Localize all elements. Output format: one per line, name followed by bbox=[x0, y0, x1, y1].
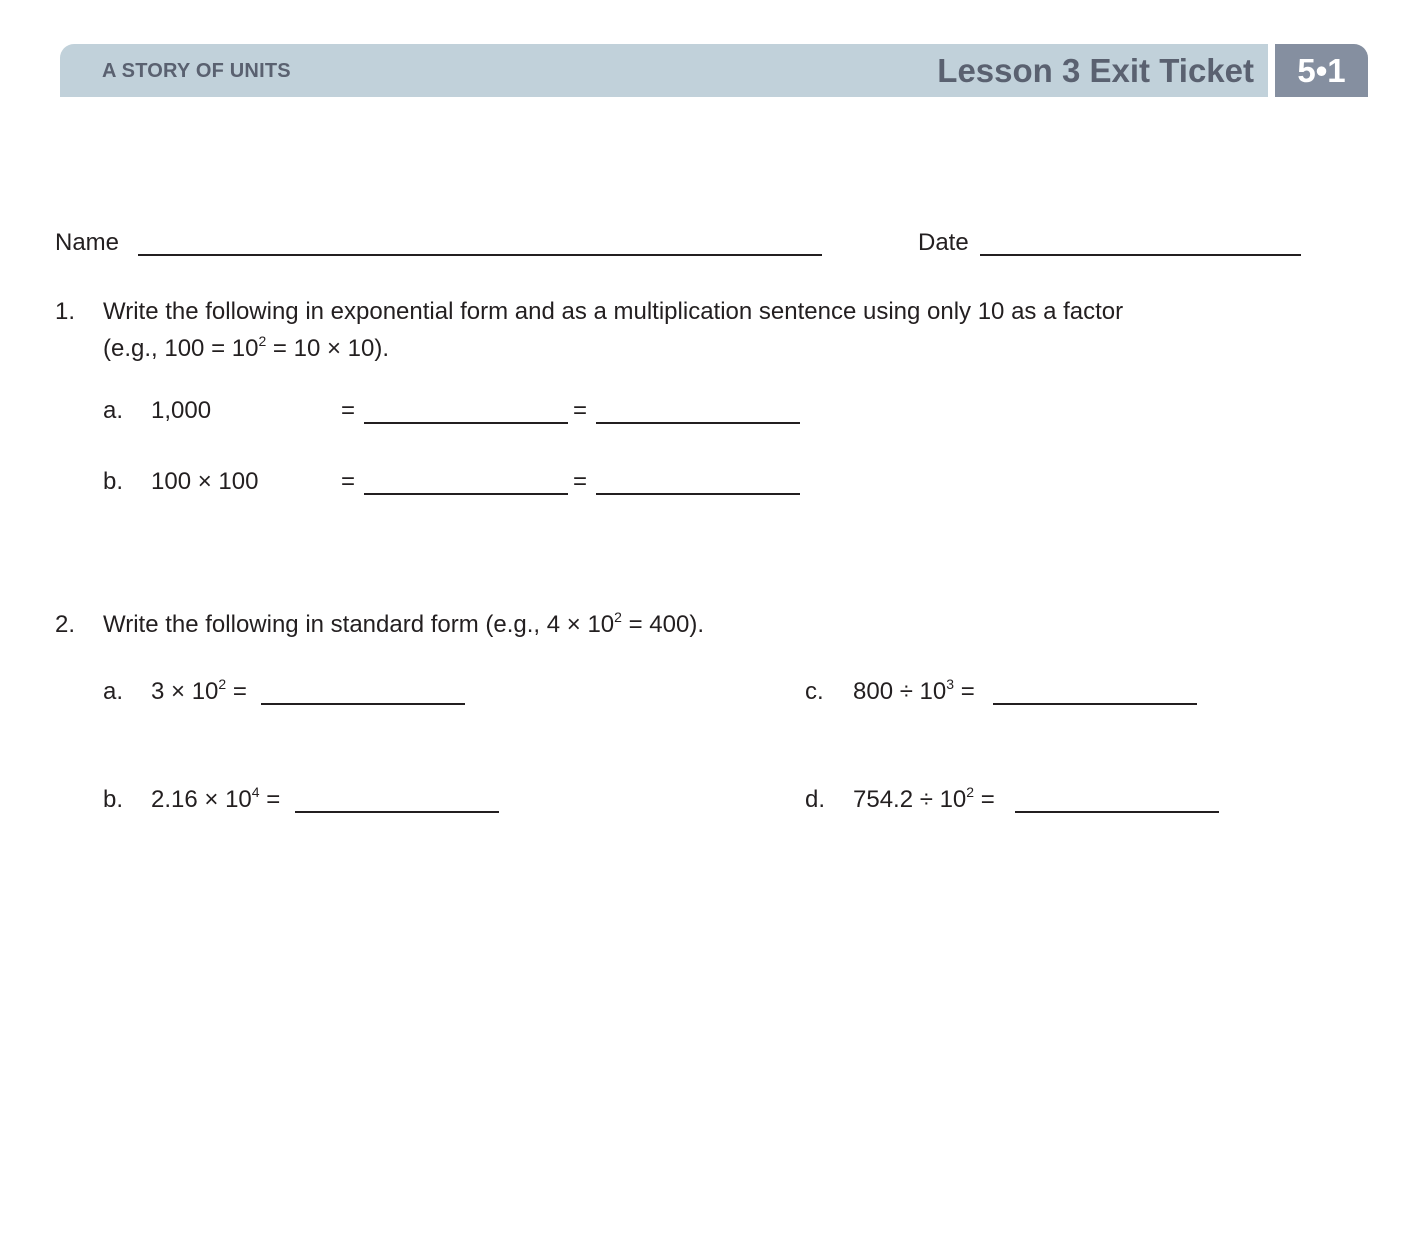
question-1-example: (e.g., $100 = 10^2 = 10 \times 10$). bbox=[103, 333, 390, 362]
q1b-letter: b. bbox=[103, 468, 124, 495]
name-label: Name bbox=[55, 229, 120, 256]
q1b-equals-1: = bbox=[341, 468, 356, 495]
series-title: A STORY OF UNITS bbox=[102, 60, 291, 82]
q1a-answer-exponential[interactable] bbox=[364, 422, 568, 424]
question-2-prompt: Write the following in standard form (e.g., $4 \times 10^2 = 400$). bbox=[103, 609, 705, 638]
q1b-answer-exponential[interactable] bbox=[364, 493, 568, 495]
q2a-expression: $3 \times 10^2$ = bbox=[151, 676, 247, 705]
name-field[interactable] bbox=[138, 254, 822, 256]
q2c-letter: c. bbox=[805, 678, 824, 705]
q1a-expression: 1,000 bbox=[151, 397, 212, 424]
q1a-equals-2: = bbox=[573, 397, 588, 424]
q2a-letter: a. bbox=[103, 678, 124, 705]
lesson-title: Lesson 3 Exit Ticket bbox=[937, 52, 1254, 89]
q2b-expression: $2.16 \times 10^4$ = bbox=[151, 784, 281, 813]
q2a-answer[interactable] bbox=[261, 703, 465, 705]
question-2-number: 2. bbox=[55, 611, 76, 638]
module-badge: 5•1 bbox=[1275, 44, 1368, 97]
q1b-equals-2: = bbox=[573, 468, 588, 495]
question-1-number: 1. bbox=[55, 298, 76, 325]
q1b-expression: 100 × 100 bbox=[151, 468, 259, 495]
q2c-expression: $800 \div 10^3$ = bbox=[853, 676, 975, 705]
q1a-letter: a. bbox=[103, 397, 124, 424]
q2c-answer[interactable] bbox=[993, 703, 1197, 705]
q2b-letter: b. bbox=[103, 786, 124, 813]
q2d-answer[interactable] bbox=[1015, 811, 1219, 813]
q1a-equals-1: = bbox=[341, 397, 356, 424]
q1a-answer-multiplication[interactable] bbox=[596, 422, 800, 424]
date-label: Date bbox=[918, 229, 969, 256]
question-1-prompt: Write the following in exponential form and as a multiplication sentence using only 10 as a factor bbox=[103, 298, 1124, 325]
date-field[interactable] bbox=[980, 254, 1301, 256]
q2b-answer[interactable] bbox=[295, 811, 499, 813]
q2d-expression: $754.2 \div 10^2$ = bbox=[853, 784, 995, 813]
q2d-letter: d. bbox=[805, 786, 826, 813]
q1b-answer-multiplication[interactable] bbox=[596, 493, 800, 495]
